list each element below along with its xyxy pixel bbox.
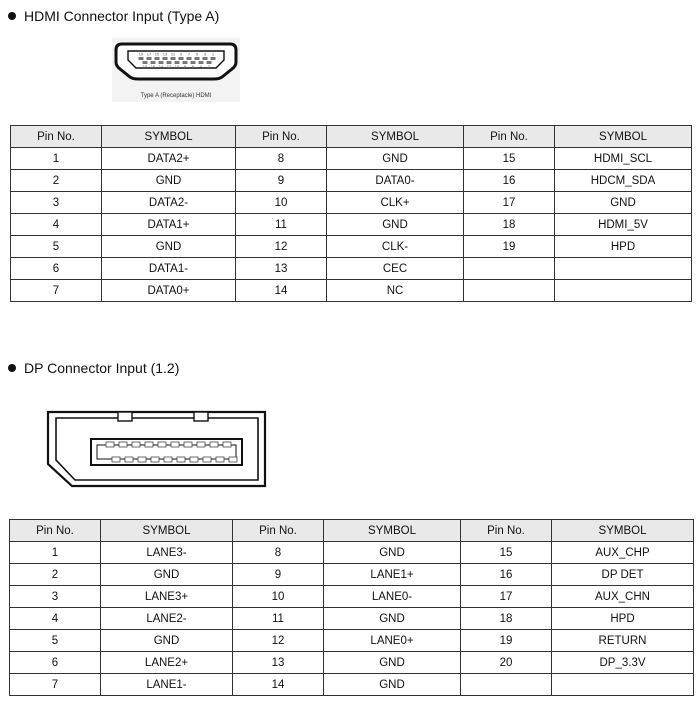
table-row [11, 258, 692, 280]
hdmi-figure-caption: Type A (Receptacle) HDMI [140, 93, 212, 99]
pin-symbol-cell: DATA1- [102, 258, 236, 280]
dp-pin [177, 457, 185, 462]
pin-number-cell: 17 [464, 192, 555, 214]
bullet-icon [8, 364, 16, 372]
pin-symbol-cell: DATA0- [327, 170, 464, 192]
pin-symbol-cell: LANE1- [101, 674, 233, 696]
hdmi-pin [187, 57, 192, 60]
pin-number-cell: 5 [10, 630, 101, 652]
pin-symbol-cell [552, 674, 694, 696]
column-header: SYMBOL [324, 520, 461, 542]
dp-pin [216, 457, 224, 462]
pin-number-cell: 14 [233, 674, 324, 696]
pin-number-cell: 4 [10, 608, 101, 630]
pin-number-cell: 7 [10, 674, 101, 696]
column-header: Pin No. [233, 520, 324, 542]
pin-symbol-cell: HDMI_SCL [555, 148, 692, 170]
column-header: Pin No. [461, 520, 552, 542]
pin-number-cell: 16 [461, 564, 552, 586]
pin-symbol-cell: GND [324, 652, 461, 674]
pin-number-cell: 1 [11, 148, 102, 170]
hdmi-pin-number: 19 [138, 51, 144, 57]
hdmi-pin-number: 17 [146, 51, 152, 57]
dp-pin [151, 457, 159, 462]
dp-pin [138, 457, 146, 462]
pin-number-cell: 10 [236, 192, 327, 214]
dp-heading-text: DP Connector Input (1.2) [24, 360, 180, 376]
column-header: SYMBOL [555, 126, 692, 148]
pin-symbol-cell: LANE0- [324, 586, 461, 608]
dp-pin-table [9, 519, 694, 696]
pin-number-cell: 15 [464, 148, 555, 170]
pin-number-cell: 6 [11, 258, 102, 280]
pin-number-cell: 18 [464, 214, 555, 236]
table-row [10, 630, 694, 652]
table-row [10, 652, 694, 674]
pin-symbol-cell: DP DET [552, 564, 694, 586]
hdmi-section-heading [8, 8, 219, 24]
hdmi-connector-figure [112, 38, 240, 102]
pin-symbol-cell: LANE1+ [324, 564, 461, 586]
pin-number-cell: 17 [461, 586, 552, 608]
hdmi-pin-number: 14 [158, 64, 164, 69]
hdmi-pin [211, 57, 216, 60]
pin-symbol-cell: GND [327, 148, 464, 170]
pin-symbol-cell: LANE3- [101, 542, 233, 564]
pin-number-cell: 12 [236, 236, 327, 258]
table-row [10, 542, 694, 564]
hdmi-heading-text: HDMI Connector Input (Type A) [24, 8, 220, 24]
hdmi-pin-number: 13 [162, 51, 168, 57]
hdmi-pin [171, 57, 176, 60]
pin-number-cell: 5 [11, 236, 102, 258]
pin-number-cell: 9 [233, 564, 324, 586]
pin-symbol-cell: NC [327, 280, 464, 302]
pin-symbol-cell: HDCM_SDA [555, 170, 692, 192]
hdmi-pin-number: 6 [191, 64, 195, 69]
hdmi-pin-number: 18 [142, 64, 148, 69]
pin-number-cell: 15 [461, 542, 552, 564]
pin-symbol-cell: GND [555, 192, 692, 214]
column-header: SYMBOL [101, 520, 233, 542]
hdmi-pin-number: 4 [199, 64, 203, 69]
pin-symbol-cell: GND [324, 608, 461, 630]
pin-symbol-cell: DATA1+ [102, 214, 236, 236]
dp-pin [197, 442, 205, 447]
pin-number-cell: 19 [461, 630, 552, 652]
column-header: Pin No. [11, 126, 102, 148]
column-header: Pin No. [464, 126, 555, 148]
column-header: Pin No. [236, 126, 327, 148]
dp-connector-figure [44, 409, 270, 489]
pin-number-cell: 12 [233, 630, 324, 652]
pin-symbol-cell: CEC [327, 258, 464, 280]
column-header: Pin No. [10, 520, 101, 542]
hdmi-pin-number: 7 [187, 51, 191, 57]
table-header-row [10, 520, 694, 542]
bullet-icon [8, 12, 16, 20]
pin-number-cell: 3 [10, 586, 101, 608]
pin-symbol-cell [555, 258, 692, 280]
pin-number-cell: 3 [11, 192, 102, 214]
pin-number-cell: 19 [464, 236, 555, 258]
hdmi-pin [179, 57, 184, 60]
hdmi-pin-number: 2 [207, 64, 211, 69]
hdmi-pin-number: 11 [170, 51, 176, 57]
column-header: SYMBOL [102, 126, 236, 148]
hdmi-pin [155, 57, 160, 60]
pin-symbol-cell: GND [327, 214, 464, 236]
table-row [10, 608, 694, 630]
table-row [10, 586, 694, 608]
table-row [11, 192, 692, 214]
table-row [10, 564, 694, 586]
pin-symbol-cell: AUX_CHP [552, 542, 694, 564]
pin-symbol-cell: GND [102, 236, 236, 258]
pin-number-cell: 18 [461, 608, 552, 630]
pin-number-cell: 14 [236, 280, 327, 302]
pin-symbol-cell: GND [324, 542, 461, 564]
column-header: SYMBOL [552, 520, 694, 542]
hdmi-pin-number: 10 [174, 64, 180, 69]
dp-pin [223, 442, 231, 447]
pin-number-cell [461, 674, 552, 696]
dp-pin [190, 457, 198, 462]
pin-symbol-cell: GND [102, 170, 236, 192]
pin-number-cell: 8 [236, 148, 327, 170]
table-row [11, 280, 692, 302]
hdmi-pin-table [10, 125, 692, 302]
hdmi-pin [203, 57, 208, 60]
pin-symbol-cell: HDMI_5V [555, 214, 692, 236]
dp-pin [171, 442, 179, 447]
table-row [11, 214, 692, 236]
pin-number-cell: 10 [233, 586, 324, 608]
dp-pin [210, 442, 218, 447]
dp-pin [229, 457, 237, 462]
pin-symbol-cell: CLK- [327, 236, 464, 258]
pin-number-cell: 11 [236, 214, 327, 236]
dp-pin [112, 457, 120, 462]
dp-pin [106, 442, 114, 447]
pin-number-cell: 2 [10, 564, 101, 586]
pin-number-cell: 1 [10, 542, 101, 564]
pin-number-cell: 2 [11, 170, 102, 192]
table-row [11, 170, 692, 192]
pin-symbol-cell [555, 280, 692, 302]
dp-pin [184, 442, 192, 447]
pin-symbol-cell: DATA0+ [102, 280, 236, 302]
dp-section-heading [8, 360, 179, 376]
pin-number-cell: 9 [236, 170, 327, 192]
pin-symbol-cell: RETURN [552, 630, 694, 652]
hdmi-pin-number: 15 [154, 51, 160, 57]
pin-number-cell: 11 [233, 608, 324, 630]
hdmi-pin [139, 57, 144, 60]
pin-symbol-cell: DP_3.3V [552, 652, 694, 674]
column-header: SYMBOL [327, 126, 464, 148]
dp-pin [203, 457, 211, 462]
pin-number-cell [464, 280, 555, 302]
pin-symbol-cell: LANE2- [101, 608, 233, 630]
pin-number-cell: 6 [10, 652, 101, 674]
pin-number-cell: 8 [233, 542, 324, 564]
dp-pin [125, 457, 133, 462]
hdmi-pin-number: 1 [211, 51, 215, 57]
hdmi-pin [147, 57, 152, 60]
pin-symbol-cell: CLK+ [327, 192, 464, 214]
pin-number-cell: 20 [461, 652, 552, 674]
hdmi-pin-number: 12 [166, 64, 172, 69]
dp-pin [164, 457, 172, 462]
hdmi-pin-number: 8 [183, 64, 187, 69]
pin-symbol-cell: LANE2+ [101, 652, 233, 674]
pin-number-cell: 13 [236, 258, 327, 280]
table-row [10, 674, 694, 696]
table-row [11, 236, 692, 258]
table-header-row [11, 126, 692, 148]
pin-number-cell: 4 [11, 214, 102, 236]
pin-symbol-cell: LANE3+ [101, 586, 233, 608]
hdmi-pin [195, 57, 200, 60]
pin-number-cell [464, 258, 555, 280]
hdmi-pin-number: 5 [195, 51, 199, 57]
pin-symbol-cell: HPD [552, 608, 694, 630]
dp-pin [132, 442, 140, 447]
pin-symbol-cell: GND [101, 630, 233, 652]
pin-number-cell: 13 [233, 652, 324, 674]
pin-symbol-cell: DATA2- [102, 192, 236, 214]
hdmi-pin [163, 57, 168, 60]
pin-number-cell: 7 [11, 280, 102, 302]
pin-symbol-cell: GND [324, 674, 461, 696]
pin-number-cell: 16 [464, 170, 555, 192]
pin-symbol-cell: GND [101, 564, 233, 586]
dp-pin [145, 442, 153, 447]
table-row [11, 148, 692, 170]
dp-pin [158, 442, 166, 447]
pin-symbol-cell: LANE0+ [324, 630, 461, 652]
dp-pin [119, 442, 127, 447]
hdmi-pin-number: 9 [179, 51, 183, 57]
pin-symbol-cell: AUX_CHN [552, 586, 694, 608]
pin-symbol-cell: HPD [555, 236, 692, 258]
hdmi-pin-number: 3 [203, 51, 207, 57]
hdmi-pin-number: 16 [150, 64, 156, 69]
pin-symbol-cell: DATA2+ [102, 148, 236, 170]
